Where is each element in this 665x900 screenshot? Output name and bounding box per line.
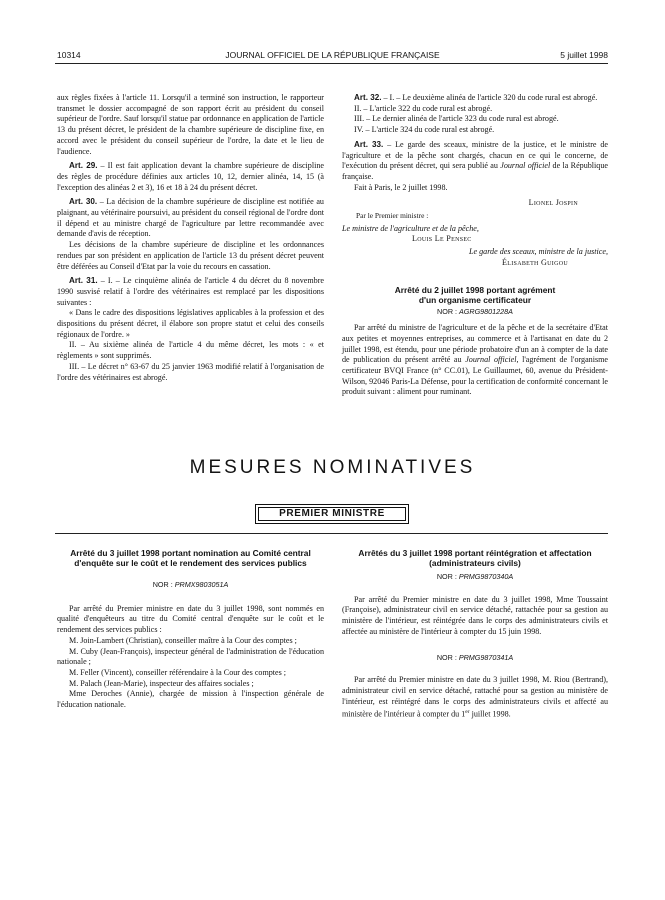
par-le-premier-ministre: Par le Premier ministre : bbox=[356, 211, 429, 221]
header-rule bbox=[55, 63, 608, 64]
article-32-ii: II. – L'article 322 du code rural est abrogé. bbox=[354, 103, 493, 113]
article-30-paragraph-2: Les décisions de la chambre supérieure de discipline et les ordonnances rendues par son président en application de l'article 13 du présent décret peuvent être déférées au Conseil d'Etat par la voie du recours en cassation. bbox=[57, 240, 324, 271]
nor-reference: NOR : PRMG9870341A bbox=[436, 652, 514, 662]
nominee-item: M. Cuby (Jean-François), inspecteur général de l'administration de l'éducation nationale ; bbox=[57, 646, 324, 667]
article-30: Art. 30. – La décision de la chambre supérieure de discipline est notifiée au plaignant, au vétérinaire poursuivi, au président du conseil régional de l'ordre dont il dépend et au ministre chargé de l'agriculture par lettre recommandée avec demande d'avis de réception. bbox=[57, 197, 324, 239]
continuation-paragraph: aux règles fixées à l'article 11. Lorsqu'il a terminé son instruction, le rapporteur transmet le dossier accompagné de son rapport écrit au président du conseil supérieur de l'ordre. Sauf lorsqu'il statue par ordonnance en application de l'article 13 du présent décret, le président de la chambre supérieure de discipline fixe, en accord avec le président du conseil supérieur de l'ordre, la date et le lieu de l'audience. bbox=[57, 93, 324, 156]
article-32-iii: III. – Le dernier alinéa de l'article 323 du code rural est abrogé. bbox=[354, 114, 559, 124]
nominee-item: Mme Deroches (Annie), chargée de mission à l'inspection générale de l'éducation nationale. bbox=[57, 689, 324, 710]
section-title: MESURES NOMINATIVES bbox=[189, 457, 476, 478]
section-rule bbox=[55, 533, 608, 534]
left-column-top bbox=[57, 93, 324, 383]
signature-minister-agriculture: Louis Le Pensec bbox=[412, 234, 472, 244]
article-label: Art. 31. bbox=[69, 276, 98, 286]
article-29: Art. 29. – Il est fait application devant la chambre supérieure de discipline des règles de procédure définies aux articles 10, 12, dernier alinéa, 14, 15 (à l'exception des alinéas 2 et 3), 16 et 18 à 24 du présent décret. bbox=[57, 161, 324, 192]
article-33: Art. 33. – Le garde des sceaux, ministre de la justice, et le ministre de l'agriculture et de la pêche sont chargés, chacun en ce qui le concerne, de l'exécution du présent décret, qui sera publié au Journal officiel de la République française. bbox=[342, 139, 608, 181]
reintegration-toussaint: Par arrêté du Premier ministre en date du 3 juillet 1998, Mme Toussaint (Françoise), administrateur civil en service détaché, rattachée pour sa gestion au ministère de l'intérieur, est réintégrée dans le corps des administrateurs civils et affectée au ministère de l'intérieur à compter du 15 juin 1998. bbox=[342, 594, 608, 636]
signature-prime-minister: Lionel Jospin bbox=[528, 198, 578, 208]
right-column-bottom bbox=[342, 548, 608, 721]
arrete-title: Arrêté du 2 juillet 1998 portant agrément d'un organisme certificateur bbox=[394, 284, 556, 305]
right-column-top bbox=[342, 93, 608, 398]
article-31-ii: II. – Au sixième alinéa de l'article 4 du même décret, les mots : « et règlements » sont supprimés. bbox=[57, 340, 324, 361]
arrete-body: Par arrêté du ministre de l'agriculture et de la pêche et de la secrétaire d'Etat aux petites et moyennes entreprises, au commerce et à l'artisanat en date du 2 juillet 1998, est étendu, pour une période probatoire d'un an à compter de la date de publication du présent arrêté au Journal officiel, l'agrément de l'organisme certificateur BVQI France (n° CC.01), Le Guillaumet, 60, avenue du Président-Wilson, 92046 Paris-La Défense, pour la certification de conformité concernant le produit suivant : aliment pour ruminant. bbox=[342, 323, 609, 397]
nor-reference: NOR : AGRG9801228A bbox=[437, 306, 513, 316]
nominee-item: M. Palach (Jean-Marie), inspecteur des affaires sociales ; bbox=[69, 678, 254, 688]
nomination-intro: Par arrêté du Premier ministre en date du 3 juillet 1998, sont nommés en qualité d'enquêteurs au titre du Comité central d'enquête sur le coût et le rendement des services publics : bbox=[57, 603, 324, 635]
left-column-bottom bbox=[57, 548, 324, 711]
article-label: Art. 30. bbox=[69, 197, 98, 207]
ministry-heading: PREMIER MINISTRE bbox=[258, 507, 406, 521]
page-number: 10314 bbox=[57, 50, 81, 60]
signature-garde-des-sceaux: Élisabeth Guigou bbox=[502, 257, 568, 267]
article-label: Art. 29. bbox=[69, 161, 98, 171]
article-label: Art. 32. bbox=[354, 93, 382, 102]
article-32: Art. 32. – I. – Le deuxième alinéa de l'article 320 du code rural est abrogé. bbox=[354, 93, 598, 102]
nor-reference: NOR : PRMX9803051A bbox=[152, 580, 229, 589]
journal-title: JOURNAL OFFICIEL DE LA RÉPUBLIQUE FRANÇAISE bbox=[225, 50, 440, 60]
reintegration-riou: Par arrêté du Premier ministre en date du 3 juillet 1998, M. Riou (Bertrand), administrateur civil en service détaché, rattaché pour sa gestion au ministère de l'intérieur, est réintégré dans le corps des administrateurs civils et affecté au ministère de l'intérieur à compter du 1er juillet 1998. bbox=[342, 675, 608, 720]
fait-a-paris: Fait à Paris, le 2 juillet 1998. bbox=[354, 182, 448, 192]
nominee-item: M. Join-Lambert (Christian), conseiller maître à la Cour des comptes ; bbox=[69, 635, 297, 645]
issue-date: 5 juillet 1998 bbox=[560, 50, 608, 60]
article-label: Art. 33. bbox=[354, 139, 384, 149]
article-32-iv: IV. – L'article 324 du code rural est abrogé. bbox=[354, 125, 495, 135]
garde-des-sceaux-title: Le garde des sceaux, ministre de la justice, bbox=[469, 247, 608, 257]
article-31-quote: « Dans le cadre des dispositions législatives applicables à la profession et des dispositions du présent décret, il élabore son propre statut et celui des conseils régionaux de l'ordre. » bbox=[57, 308, 324, 339]
arrete-nomination-title: Arrêté du 3 juillet 1998 portant nomination au Comité central d'enquête sur le coût et le rendement des services publics bbox=[70, 548, 311, 568]
article-31: Art. 31. – I. – Le cinquième alinéa de l'article 4 du décret du 8 novembre 1990 susvisé relatif à l'ordre des vétérinaires est remplacé par les dispositions suivantes : bbox=[57, 276, 325, 307]
nominee-item: M. Feller (Vincent), conseiller référendaire à la Cour des comptes ; bbox=[69, 667, 287, 677]
arretes-reintegration-title: Arrêtés du 3 juillet 1998 portant réintégration et affectation (administrateurs civils) bbox=[358, 548, 592, 568]
article-31-iii: III. – Le décret n° 63-67 du 25 janvier 1963 modifié relatif à l'organisation de l'ordre des vétérinaires est abrogé. bbox=[57, 361, 324, 382]
nor-reference: NOR : PRMG9870340A bbox=[436, 572, 514, 581]
minister-agriculture-title: Le ministre de l'agriculture et de la pêche, bbox=[342, 223, 479, 233]
